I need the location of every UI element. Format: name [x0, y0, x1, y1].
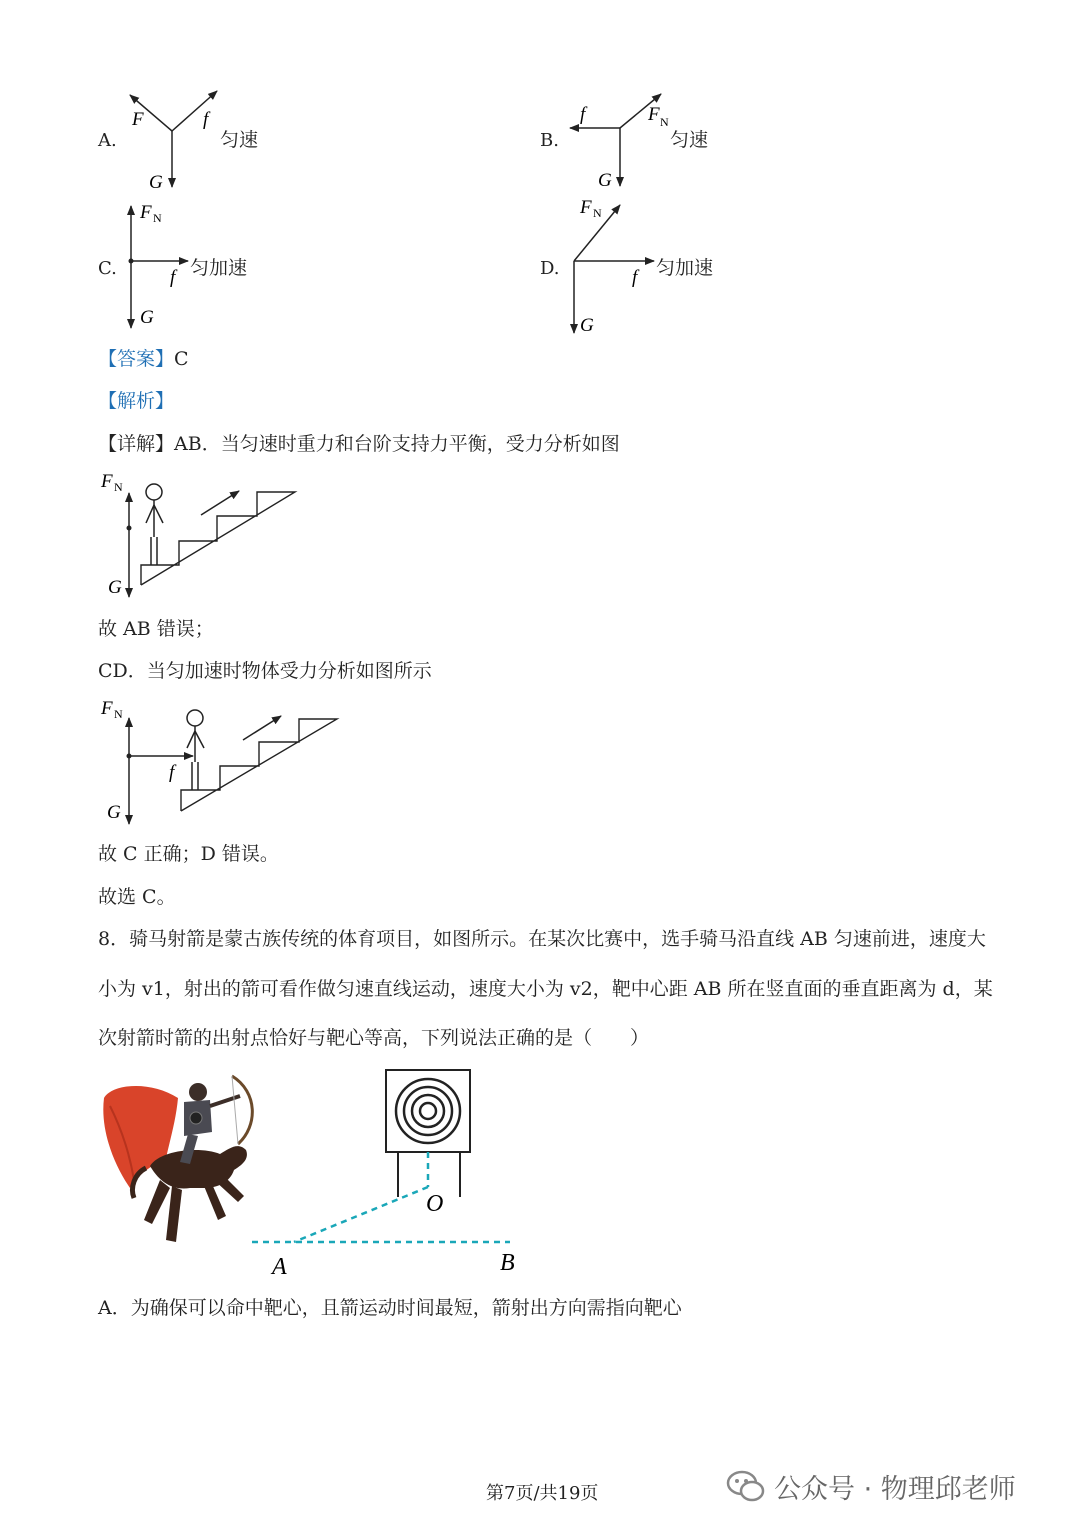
point-label-o: O: [426, 1191, 444, 1217]
option-d-letter: D.: [540, 258, 560, 279]
question8-line-3: 次射箭时箭的出射点恰好与靶心等高，下列说法正确的是（ ）: [98, 1027, 650, 1049]
detail-tag: 【详解】: [98, 433, 175, 455]
option-c-force-diagram: [118, 200, 198, 335]
watermark-text: 公众号 · 物理邱老师: [774, 1473, 1016, 1505]
force-subscript: N: [593, 206, 602, 220]
force-label: G: [140, 307, 154, 328]
option-d-force-diagram: [560, 195, 670, 340]
answer-line: [98, 347, 189, 371]
option-d-motion: 匀加速: [656, 257, 714, 279]
target-path-diagram: [240, 1065, 540, 1285]
wechat-icon: [726, 1469, 766, 1503]
answer-tag: 【答案】: [98, 348, 175, 370]
conclusion-1: 故 AB 错误；: [98, 618, 214, 640]
force-subscript: N: [114, 707, 123, 721]
answer-value: C: [174, 348, 189, 370]
force-label: G: [580, 315, 594, 336]
force-subscript: N: [660, 115, 669, 129]
question8-line-2: 小为 v1，射出的箭可看作做匀速直线运动，速度大小为 v2，靶中心距 AB 所在竖直面的垂直距离为 d，某: [98, 978, 993, 1000]
option-c-motion: 匀加速: [190, 257, 248, 279]
conclusion-2: 故 C 正确；D 错误。: [98, 843, 279, 865]
escalator-figure-accelerating: [95, 690, 350, 830]
force-subscript: N: [114, 480, 123, 494]
force-label: f: [580, 104, 586, 125]
option-b-motion: 匀速: [670, 129, 709, 151]
option-a-motion: 匀速: [220, 129, 259, 151]
option-a-force-diagram: [118, 85, 298, 195]
force-label: f: [632, 267, 638, 288]
force-label: f: [169, 762, 175, 783]
force-label: F: [132, 109, 144, 130]
force-label: f: [203, 109, 209, 130]
page-number: 第7页/共19页: [486, 1483, 599, 1504]
point-label-b: B: [500, 1250, 515, 1276]
option-a-letter: A.: [98, 130, 117, 151]
option-c-letter: C.: [98, 258, 117, 279]
detail-line-1: [98, 432, 620, 456]
point-label-a: A: [272, 1254, 287, 1280]
force-label: G: [598, 170, 612, 191]
force-label: F: [101, 698, 113, 719]
option-b-force-diagram: [560, 90, 740, 195]
force-label: F: [140, 202, 152, 223]
watermark: [726, 1468, 1016, 1504]
force-label: G: [149, 172, 163, 193]
escalator-figure-uniform: [95, 465, 310, 605]
detail-text-1: AB．当匀速时重力和台阶支持力平衡，受力分析如图: [174, 433, 620, 455]
force-label: f: [170, 267, 176, 288]
force-label: F: [648, 104, 660, 125]
force-label: F: [101, 471, 113, 492]
force-label: F: [580, 197, 592, 218]
detail-line-2: CD．当匀加速时物体受力分析如图所示: [98, 660, 432, 682]
conclusion-3: 故选 C。: [98, 886, 176, 908]
analysis-tag: 【解析】: [98, 390, 175, 412]
force-subscript: N: [153, 211, 162, 225]
question8-option-a: A．为确保可以命中靶心，且箭运动时间最短，箭射出方向需指向靶心: [98, 1297, 682, 1319]
force-label: G: [107, 802, 121, 823]
option-b-letter: B.: [540, 130, 559, 151]
question8-line-1: 8．骑马射箭是蒙古族传统的体育项目，如图所示。在某次比赛中，选手骑马沿直线 AB 匀速前进，速度大: [98, 928, 986, 950]
force-label: G: [108, 577, 122, 598]
